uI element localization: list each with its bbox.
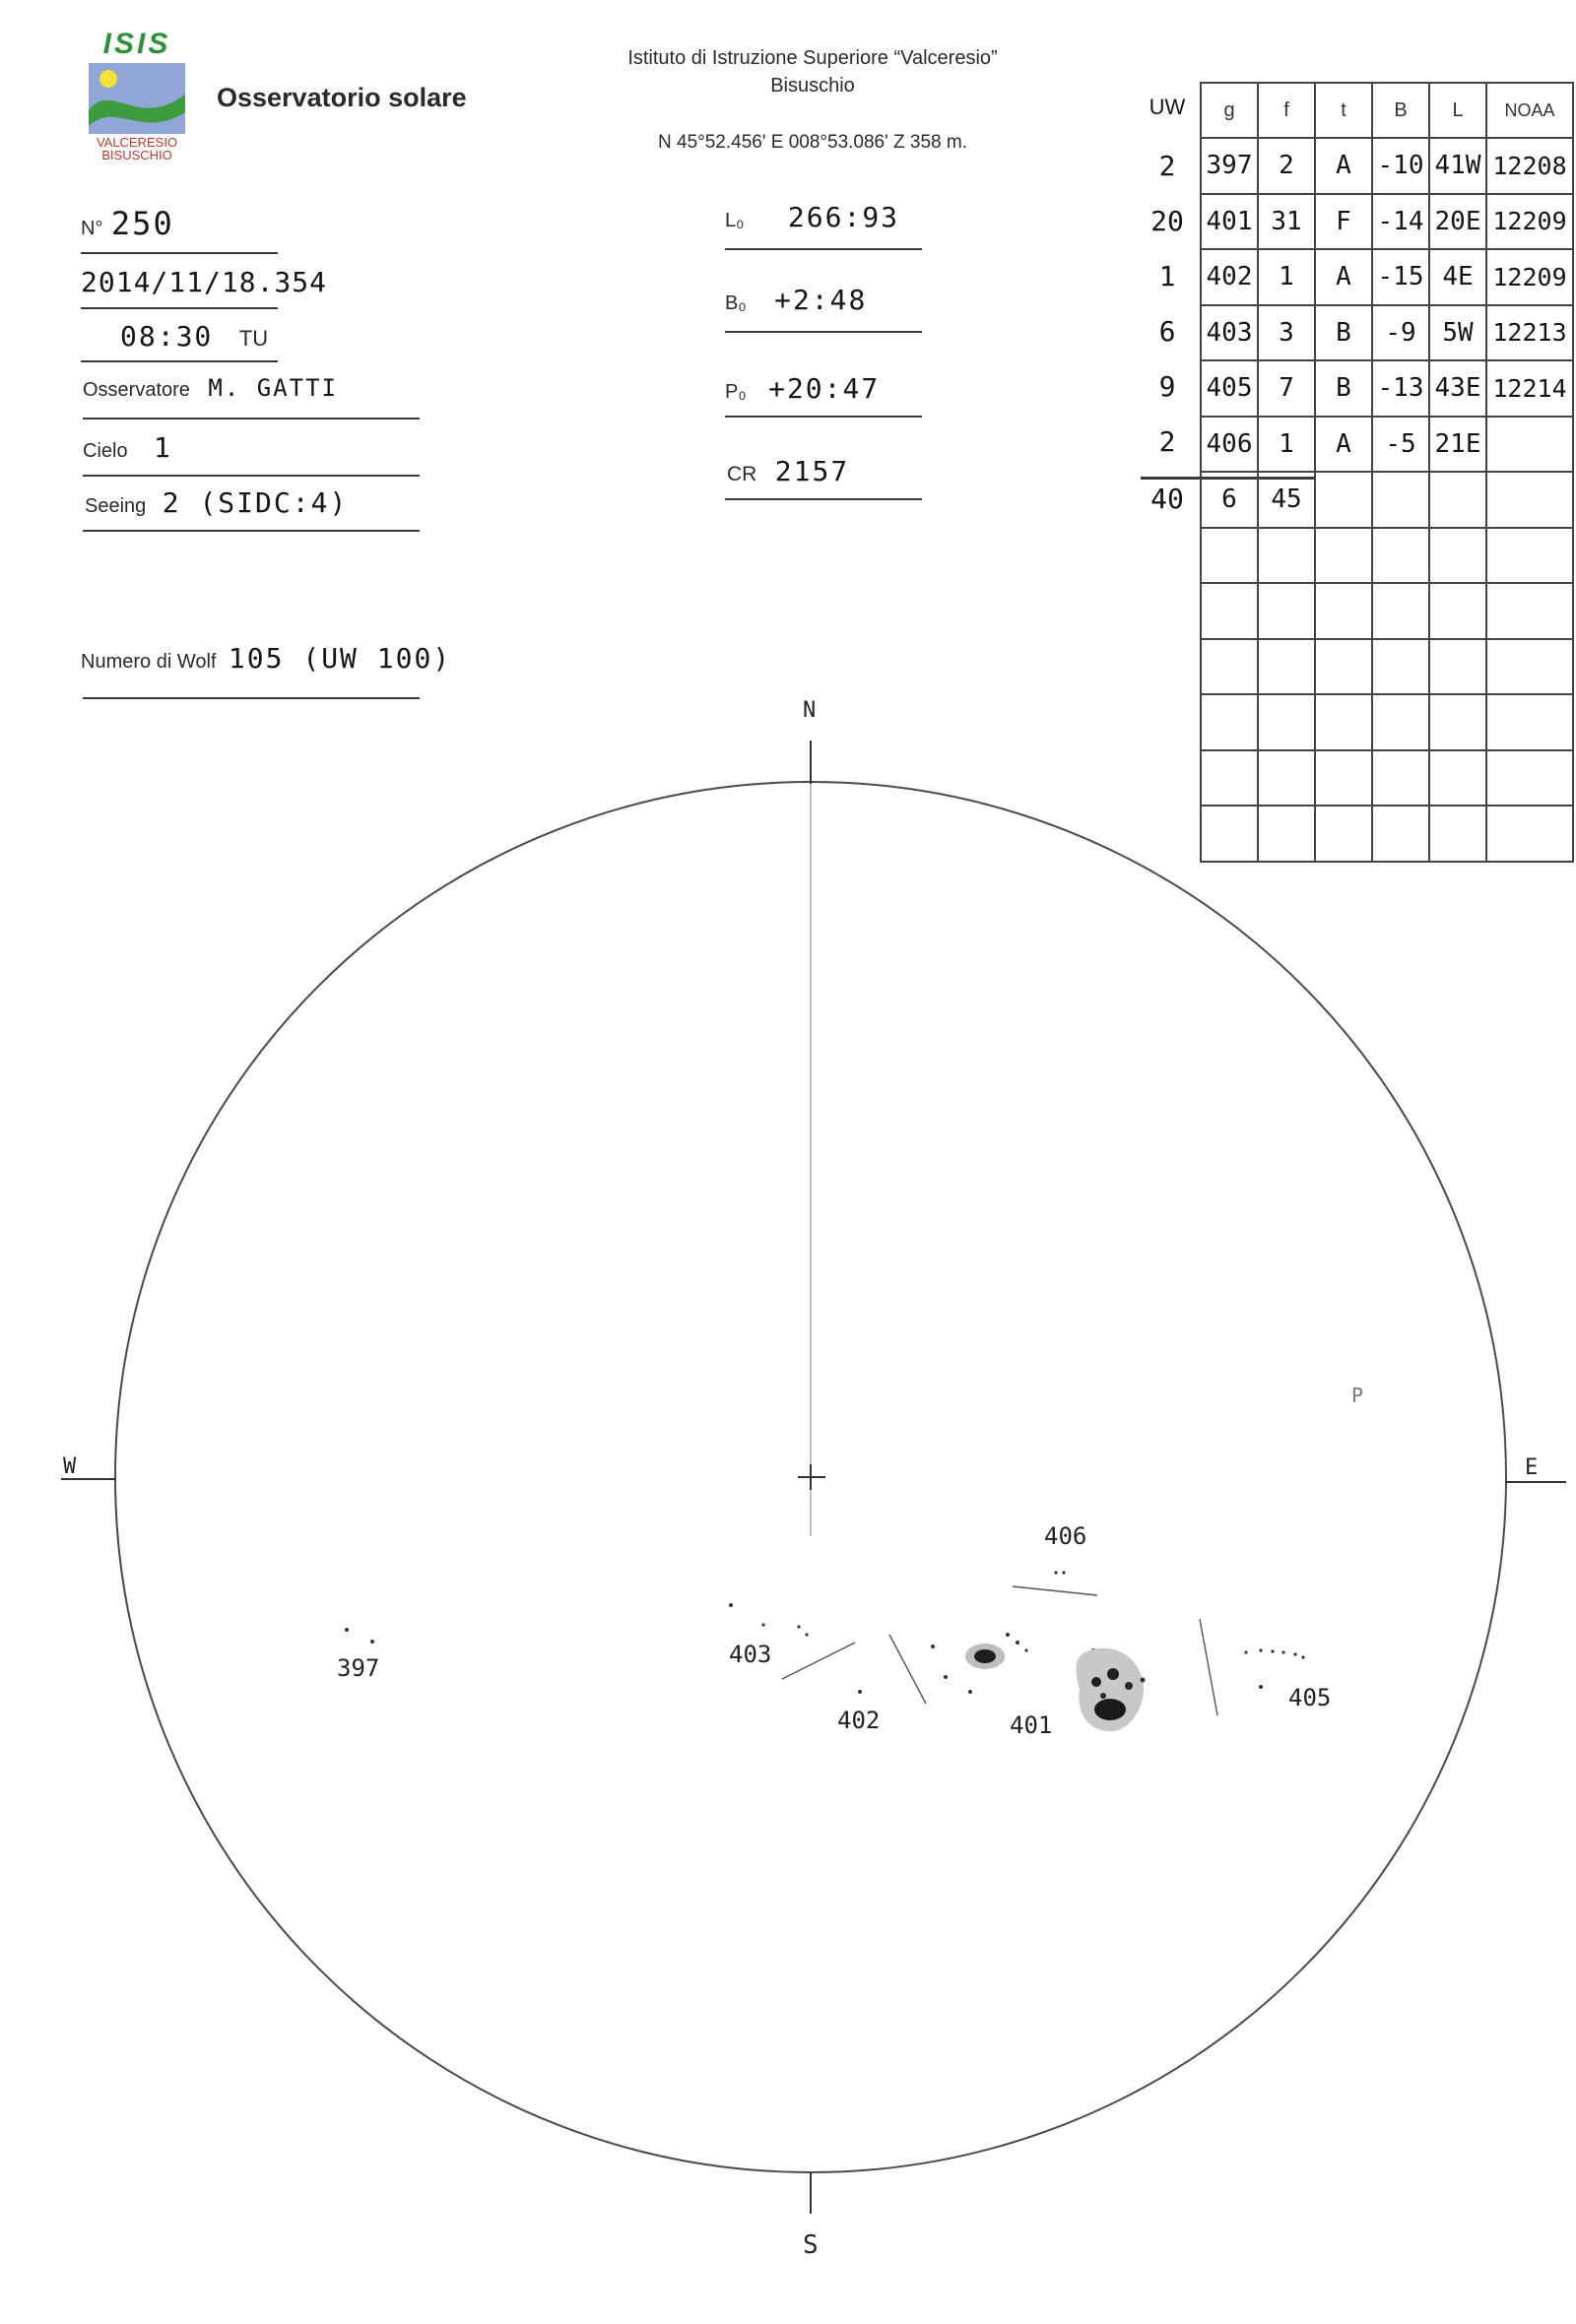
column-header-g: g [1201, 83, 1258, 138]
spot-count-cell: 1 [1258, 249, 1315, 305]
latitude-cell: -5 [1372, 417, 1429, 473]
sunspot-group-402 [858, 1690, 862, 1694]
uw-cell: 9 [1158, 370, 1176, 403]
group-label-406: 406 [1044, 1522, 1087, 1550]
longitude-cell: 20E [1429, 194, 1486, 250]
group-cell: 405 [1201, 360, 1258, 417]
center-cross-icon [798, 1464, 825, 1490]
observatory-coordinates: N 45°52.456' E 008°53.086' Z 358 m. [658, 132, 967, 153]
p0-value: +20:47 [768, 372, 881, 405]
latitude-cell: -14 [1372, 194, 1429, 250]
type-cell: B [1315, 360, 1372, 417]
sky-value: 1 [154, 431, 172, 464]
uw-column-header: UW [1149, 95, 1186, 119]
sunspot-group-405 [1244, 1648, 1304, 1689]
spot-count-cell: 1 [1258, 417, 1315, 473]
spot-count-cell: 3 [1258, 305, 1315, 361]
group-total: 6 [1201, 472, 1258, 528]
spot-count-cell: 2 [1258, 138, 1315, 194]
type-cell: A [1315, 138, 1372, 194]
carrington-rotation-value: 2157 [774, 455, 850, 487]
observer-label: Osservatore [83, 379, 190, 401]
group-403-pointer [782, 1643, 855, 1679]
observation-number-label: N° [81, 218, 103, 239]
longitude-cell: 41W [1429, 138, 1486, 194]
observer-value: M. GATTI [208, 374, 338, 402]
latitude-cell: -15 [1372, 249, 1429, 305]
longitude-cell: 5W [1429, 305, 1486, 361]
column-header-t: t [1315, 83, 1372, 138]
uw-cell: 1 [1158, 260, 1176, 292]
group-405-pointer [1200, 1619, 1217, 1715]
noaa-cell: 12213 [1486, 305, 1573, 361]
time-unit-label: TU [238, 326, 269, 351]
institute-town: Bisuschio [770, 75, 855, 97]
l0-label: L₀ [725, 210, 745, 231]
uw-cell: 2 [1158, 150, 1176, 182]
group-label-402: 402 [837, 1707, 881, 1734]
pole-mark-label: P [1351, 1384, 1364, 1407]
p0-label: P₀ [725, 381, 747, 403]
l0-value: 266:93 [787, 201, 900, 233]
column-header-f: f [1258, 83, 1315, 138]
observation-time-value: 08:30 [120, 320, 214, 353]
longitude-cell: 43E [1429, 360, 1486, 417]
column-header-noaa: NOAA [1486, 83, 1573, 138]
observation-number-value: 250 [110, 205, 174, 242]
group-406-pointer [1013, 1586, 1097, 1595]
group-label-397: 397 [337, 1654, 380, 1682]
sunspot-group-406 [1054, 1571, 1065, 1574]
group-cell: 402 [1201, 249, 1258, 305]
uw-cell: 2 [1158, 425, 1176, 458]
south-label: S [803, 2230, 819, 2260]
carrington-rotation-label: CR [727, 463, 757, 485]
spot-count-cell: 31 [1258, 194, 1315, 250]
column-header-l: L [1429, 83, 1486, 138]
observation-date: 2014/11/18.354 [81, 266, 328, 298]
column-header-b: B [1372, 83, 1429, 138]
spot-count-cell: 7 [1258, 360, 1315, 417]
noaa-cell: 12209 [1486, 194, 1573, 250]
noaa-cell: 12209 [1486, 249, 1573, 305]
institute-name: Istituto di Istruzione Superiore “Valceresio” [627, 47, 998, 69]
longitude-cell: 21E [1429, 417, 1486, 473]
sky-label: Cielo [83, 440, 128, 462]
uw-cell: 20 [1150, 205, 1184, 237]
uw-total: 40 [1150, 483, 1184, 515]
b0-label: B₀ [725, 292, 747, 314]
noaa-cell: 12214 [1486, 360, 1573, 417]
east-label: E [1525, 1455, 1539, 1480]
wolf-number-label: Numero di Wolf [81, 651, 217, 673]
latitude-cell: -9 [1372, 305, 1429, 361]
type-cell: B [1315, 305, 1372, 361]
latitude-cell: -10 [1372, 138, 1429, 194]
longitude-cell: 4E [1429, 249, 1486, 305]
sunspot-group-403 [729, 1603, 809, 1637]
type-cell: A [1315, 249, 1372, 305]
west-label: W [63, 1454, 77, 1479]
group-label-403: 403 [729, 1641, 772, 1668]
logo-subtitle-2: BISUSCHIO [101, 148, 172, 162]
page-title: Osservatorio solare [217, 83, 467, 112]
wolf-number-value: 105 (UW 100) [228, 642, 452, 675]
latitude-cell: -13 [1372, 360, 1429, 417]
group-label-405: 405 [1288, 1684, 1332, 1711]
noaa-cell: 12208 [1486, 138, 1573, 194]
seeing-value: 2 (SIDC:4) [162, 486, 349, 519]
b0-value: +2:48 [774, 284, 868, 316]
group-cell: 401 [1201, 194, 1258, 250]
logo-wordmark: ISIS [102, 28, 171, 60]
group-cell: 403 [1201, 305, 1258, 361]
type-cell: A [1315, 417, 1372, 473]
spot-total: 45 [1258, 472, 1315, 528]
north-label: N [803, 698, 817, 723]
group-label-401: 401 [1010, 1711, 1053, 1739]
type-cell: F [1315, 194, 1372, 250]
group-402-pointer [889, 1635, 926, 1704]
sunspot-group-397 [345, 1628, 374, 1644]
group-cell: 397 [1201, 138, 1258, 194]
uw-cell: 6 [1158, 315, 1176, 348]
seeing-label: Seeing [85, 495, 147, 517]
logo-subtitle-1: VALCERESIO [96, 135, 178, 150]
group-cell: 406 [1201, 417, 1258, 473]
